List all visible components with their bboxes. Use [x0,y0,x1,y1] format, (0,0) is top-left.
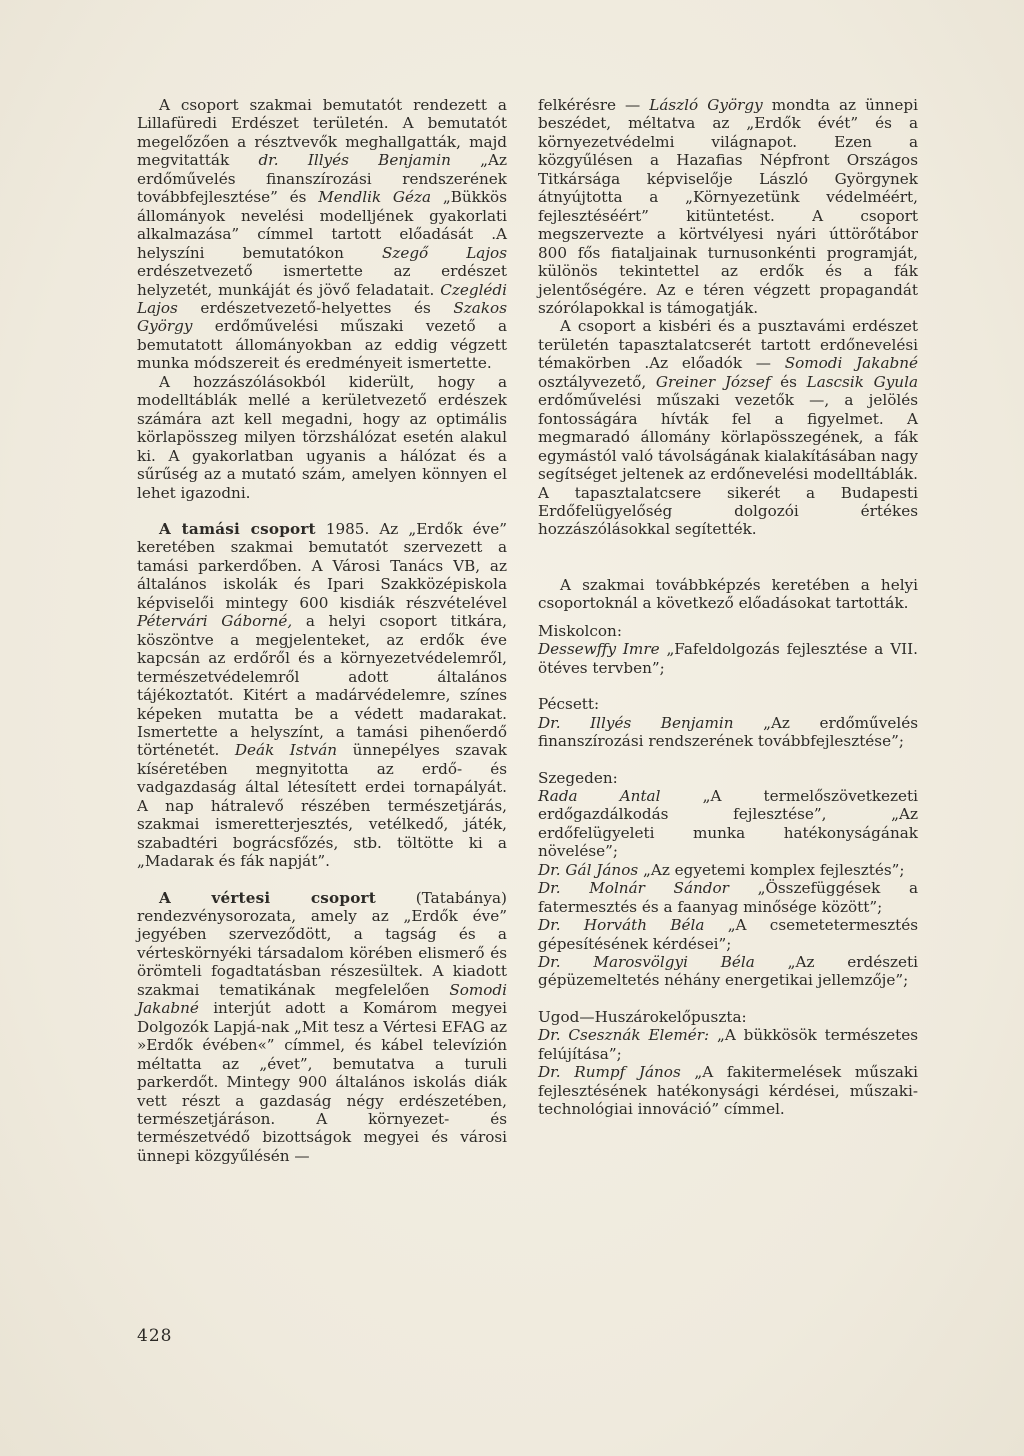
person-name: Szakos György [137,298,507,336]
location-szeged: Szegeden: [538,768,618,787]
lecture-entry [538,879,918,916]
location-pecs: Pécsett: [538,695,600,714]
person-name: Somodi Jakabné [784,354,918,373]
person-name: Deák István [234,741,338,760]
person-name: Dr. Rumpf János [538,1063,681,1082]
spacer [538,677,918,695]
text: A csoport a kisbéri és a pusztavámi erdészet területén tapasztalatcserét tartott erdőnevelési témakörben .Az előadók — [538,317,918,373]
text: „A bükkösök természetes felújítása”; [538,1026,919,1063]
group-heading: A vértesi csoport [159,888,376,907]
paragraph-kisber [538,317,918,538]
person-name: Szegő Lajos [381,243,507,262]
person-name: Dr. Illyés Benjamin [538,713,734,732]
text: A csoport szakmai bemutatót rendezett a Lillafüredi Erdészet területén. A bemutatót megelőzően a résztvevők meghallgatták, majd megvitatták [137,96,507,170]
text: (Tatabánya) rendezvénysorozata, amely az „Erdők éve” jegyében szerveződött, a tagság és a vérteskörnyéki társadalom körében elismerő és örömteli fogadtatásban részesültek. A kiadott szakmai tematikának megfelelően [137,888,507,999]
text: ünnepélyes szavak kíséretében megnyitotta az erdő- és vadgazdaság által létesített erdei tornapályát. A nap hátralevő részében természetjárás, szakmai ismeretterjesztés, vetélkedő, játék, szabadtéri bográcsfőzés, stb. töltötte ki a „Madarak és fák napját”. [137,741,507,871]
spacer [538,539,918,576]
text: felkérésre — [538,96,650,114]
text: 1985. Az „Erdők éve” keretében szakmai bemutatót szervezett a tamási parkerdőben. A Városi Tanács VB, az általános iskolák és Ipari Szakközépiskola képviselői mintegy 600 kisdiák részvételével [137,519,507,612]
paragraph-lectures-intro: A szakmai továbbképzés keretében a helyi csoportoknál a következő előadásokat tartották. [538,575,918,613]
text: „A fakitermelések műszaki fejlesztésének hatékonysági kérdései, műszaki-technológiai innováció” címmel. [538,1063,918,1119]
person-name: Dessewffy Imre [538,640,660,659]
lecture-entry [538,953,918,990]
spacer [538,990,918,1008]
paragraph-lillafured [137,96,507,373]
paragraph-vertesi [137,889,507,1166]
lecture-entry [538,1026,918,1063]
left-column [137,96,507,1165]
text: „Az erdőművelés finanszírozási rendszerének továbbfejlesztése” és [137,151,508,207]
lecture-entry [538,714,918,751]
text: „A termelőszövetkezeti erdőgazdálkodás fejlesztése”, „Az erdőfelügyeleti munka hatékonyságának növelése”; [538,786,918,861]
text: „A csemetetermesztés gépesítésének kérdései”; [538,916,919,953]
person-name: Dr. Marosvölgyi Béla [538,953,755,972]
lecture-entry [538,861,918,879]
person-name: Lascsik Gyula [806,372,918,391]
spacer [137,871,507,889]
person-name: Somodi Jakabné [137,980,507,1018]
spacer [137,502,507,520]
text: erdőművelési műszaki vezetők —, a jelölés fontosságára hívták fel a figyelmet. A megmaradó állomány körlapösszegének, a fák egymástól való távolságának kialakításában nagy segítséget jeltenek az erdőnevelési modelltáblák. A tapasztalatcsere sikerét a Budapesti Erdőfelügyelőség dolgozói értékes hozzászólásokkal segítették. [538,391,918,539]
text: erdészetvezető-helyettes és [177,298,454,317]
person-name: Dr. Csesznák Elemér: [538,1026,710,1045]
text: „Összefüggések a fatermesztés és a faanyag minősége között”; [538,879,918,916]
person-name: László György [649,96,763,114]
person-name: Dr. Horváth Béla [538,916,705,935]
person-name: Mendlik Géza [318,188,432,207]
person-name: Dr. Gál János [538,860,639,879]
lecture-entry [538,787,918,861]
lecture-entry [538,1063,918,1118]
person-name: dr. Illyés Benjamin [258,151,451,170]
text: „Az erdészeti gépüzemeltetés néhány energetikai jellemzője”; [538,953,918,990]
person-name: Pétervári Gáborné, [137,612,293,631]
location-miskolc: Miskolcon: [538,621,622,640]
lecture-entry [538,640,918,677]
text: osztályvezető, [538,372,656,391]
text: a helyi csoport titkára, köszöntve a megjelenteket, az erdők éve kapcsán az erdőről és a környezetvédelemről, természetvédelemről adott általános tájékoztatót. Kitért a madárvédelemre, színes képeken mutatta be a védett madarakat. Ismertette a helyszínt, a tamási pihenőerdő történetét. [137,612,507,760]
location-ugod: Ugod—Huszárokelőpuszta: [538,1007,747,1026]
text: és [770,372,807,391]
text: mondta az ünnepi beszédet, méltatva az „Erdők évét” és a környezetvédelmi világnapot. Ezen a közgyűlésen a Hazafias Népfront Országos Titkársága képviselője László Györgynek átnyújtotta a „Környezetünk védelméért, fejlesztéséért” kitüntetést. A csoport megszervezte a körtvélyesi nyári úttörőtábor 800 fős fiataljainak turnusonkénti programját, különös tekintettel az erdők és a fák jelentőségére. Az e téren végzett propagandát szórólapokkal is támogatják. [538,96,919,317]
text: „Bükkös állományok nevelési modelljének gyakorlati alkalmazása” címmel tartott előadását .A helyszíni bemutatókon [137,188,507,262]
paragraph-discussion: A hozzászólásokból kiderült, hogy a modelltáblák mellé a kerületvezető erdészek számára azt kell megadni, hogy az optimális körlapösszeg milyen törzshálózat esetén alakul ki. A gyakorlatban ugyanis a hálózat és a sűrűség az a mutató szám, amelyen könnyen el lehet igazodni. [137,372,507,502]
person-name: Rada Antal [538,786,661,805]
spacer [538,613,918,622]
person-name: Czeglédi Lajos [137,280,507,317]
text: erdőművelési műszaki vezető a bemutatott állományokban az eddig végzett munka módszereit és eredményeit ismertette. [137,317,507,373]
paragraph-tamasi [137,520,507,871]
page-number: 428 [137,1326,173,1346]
right-column [538,96,918,1119]
text: „Az egyetemi komplex fejlesztés”; [638,860,905,879]
person-name: Dr. Molnár Sándor [538,879,729,898]
text: „Fafeldolgozás fejlesztése a VII. ötéves tervben”; [538,640,919,677]
lecture-entry [538,916,918,953]
paragraph-continuation [538,96,918,317]
person-name: Greiner József [655,372,771,391]
text: „Az erdőművelés finanszírozási rendszerének továbbfejlesztése”; [538,713,918,751]
group-heading: A tamási csoport [159,519,316,538]
spacer [538,751,918,769]
text: interjút adott a Komárom megyei Dolgozók Lapjá-nak „Mit tesz a Vértesi EFAG az »Erdők évében«” címmel, és kábel televízión méltatta az „évet”, bemutatva a turuli parkerdőt. Mintegy 900 általános iskolás diák vett részt a gazdaság négy erdészetében, természetjáráson. A környezet- és természetvédő bizottságok megyei és városi ünnepi közgyűlésén — [137,999,507,1165]
text: erdészetvezető ismertette az erdészet helyzetét, munkáját és jövő feladatait. [137,262,507,299]
